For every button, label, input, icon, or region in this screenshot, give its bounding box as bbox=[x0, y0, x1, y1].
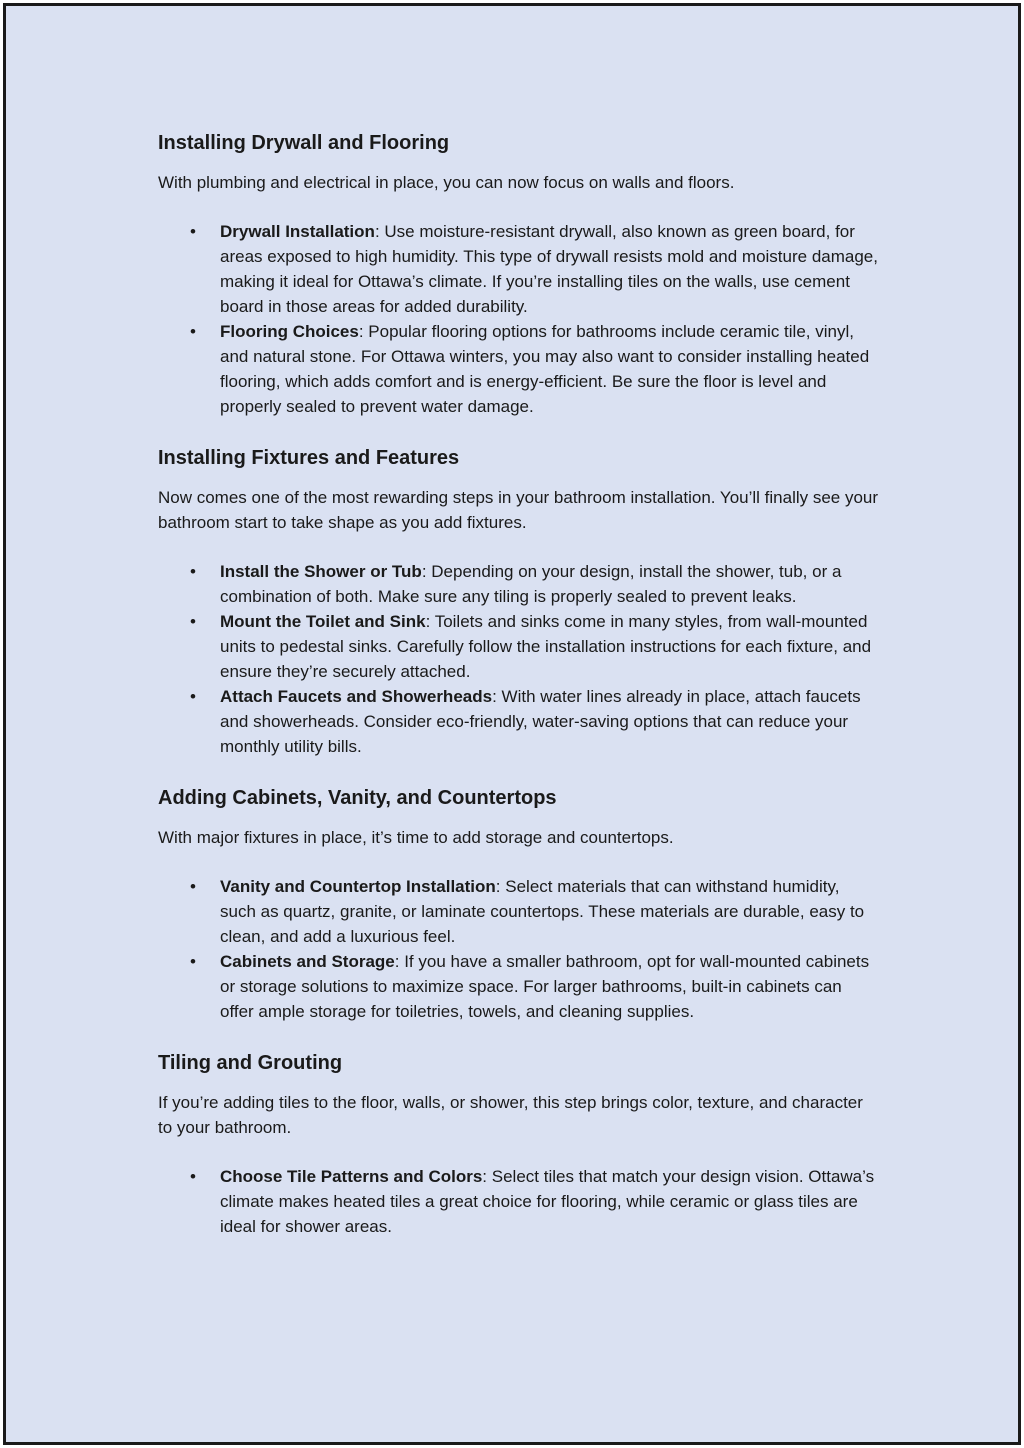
bullet-list bbox=[158, 874, 880, 1024]
bullet-icon: • bbox=[190, 952, 196, 971]
bullet-icon: • bbox=[190, 687, 196, 706]
bullet-icon: • bbox=[190, 877, 196, 896]
section-heading: Adding Cabinets, Vanity, and Countertops bbox=[158, 787, 557, 809]
section-intro: With plumbing and electrical in place, you can now focus on walls and floors. bbox=[158, 173, 735, 192]
item-title: Drywall Installation bbox=[220, 222, 375, 241]
item-title: Cabinets and Storage bbox=[220, 952, 395, 971]
list-item bbox=[158, 949, 880, 1024]
section-drywall-flooring bbox=[158, 128, 880, 419]
list-item bbox=[158, 559, 880, 609]
item-title: Choose Tile Patterns and Colors bbox=[220, 1167, 483, 1186]
section-intro: With major fixtures in place, it’s time to add storage and countertops. bbox=[158, 828, 674, 847]
item-text: : Popular flooring options for bathrooms include ceramic tile, vinyl, and natural stone. For Ottawa winters, you may also want to consider installing heated flooring, which adds comfort and is energy-efficient. Be sure the floor is level and properly sealed to prevent water damage. bbox=[220, 322, 870, 416]
list-item bbox=[158, 1164, 880, 1239]
list-item bbox=[158, 874, 880, 949]
item-text: : If you have a smaller bathroom, opt for wall-mounted cabinets or storage solutions to maximize space. For larger bathrooms, built-in cabinets can offer ample storage for toiletries, towels, and cleaning supplies. bbox=[220, 952, 870, 1021]
item-title: Mount the Toilet and Sink bbox=[220, 612, 426, 631]
list-item bbox=[158, 319, 880, 419]
item-text: : Select tiles that match your design vision. Ottawa’s climate makes heated tiles a great choice for flooring, while ceramic or glass tiles are ideal for shower areas. bbox=[220, 1167, 875, 1236]
item-text: : Use moisture-resistant drywall, also known as green board, for areas exposed to high humidity. This type of drywall resists mold and moisture damage, making it ideal for Ottawa’s climate. If you’re installing tiles on the walls, use cement board in those areas for added durability. bbox=[220, 222, 878, 316]
bullet-list bbox=[158, 1164, 880, 1239]
bullet-list bbox=[158, 219, 880, 419]
section-intro: If you’re adding tiles to the floor, walls, or shower, this step brings color, texture, and character to your bathroom. bbox=[158, 1093, 863, 1137]
bullet-icon: • bbox=[190, 322, 196, 341]
bullet-icon: • bbox=[190, 562, 196, 581]
item-title: Flooring Choices bbox=[220, 322, 359, 341]
section-intro: Now comes one of the most rewarding steps in your bathroom installation. You’ll finally see your bathroom start to take shape as you add fixtures. bbox=[158, 488, 879, 532]
document-page bbox=[3, 3, 1021, 1445]
bullet-list bbox=[158, 559, 880, 759]
section-tiling-grouting bbox=[158, 1048, 880, 1239]
item-title: Vanity and Countertop Installation bbox=[220, 877, 496, 896]
item-text: : Toilets and sinks come in many styles, from wall-mounted units to pedestal sinks. Carefully follow the installation instructions for each fixture, and ensure they’re securely attached. bbox=[220, 612, 872, 681]
section-fixtures-features bbox=[158, 443, 880, 759]
section-heading: Tiling and Grouting bbox=[158, 1052, 343, 1074]
item-text: : Depending on your design, install the shower, tub, or a combination of both. Make sure any tiling is properly sealed to prevent leaks. bbox=[220, 562, 842, 606]
item-title: Install the Shower or Tub bbox=[220, 562, 422, 581]
item-title: Attach Faucets and Showerheads bbox=[220, 687, 493, 706]
list-item bbox=[158, 219, 880, 319]
list-item bbox=[158, 609, 880, 684]
section-heading: Installing Fixtures and Features bbox=[158, 447, 460, 469]
list-item bbox=[158, 684, 880, 759]
item-text: : With water lines already in place, attach faucets and showerheads. Consider eco-friendly, water-saving options that can reduce your monthly utility bills. bbox=[220, 687, 861, 756]
document-content bbox=[158, 128, 880, 1263]
bullet-icon: • bbox=[190, 222, 196, 241]
section-heading: Installing Drywall and Flooring bbox=[158, 132, 450, 154]
item-text: : Select materials that can withstand humidity, such as quartz, granite, or laminate countertops. These materials are durable, easy to clean, and add a luxurious feel. bbox=[220, 877, 865, 946]
bullet-icon: • bbox=[190, 1167, 196, 1186]
section-cabinets-vanity bbox=[158, 783, 880, 1024]
bullet-icon: • bbox=[190, 612, 196, 631]
